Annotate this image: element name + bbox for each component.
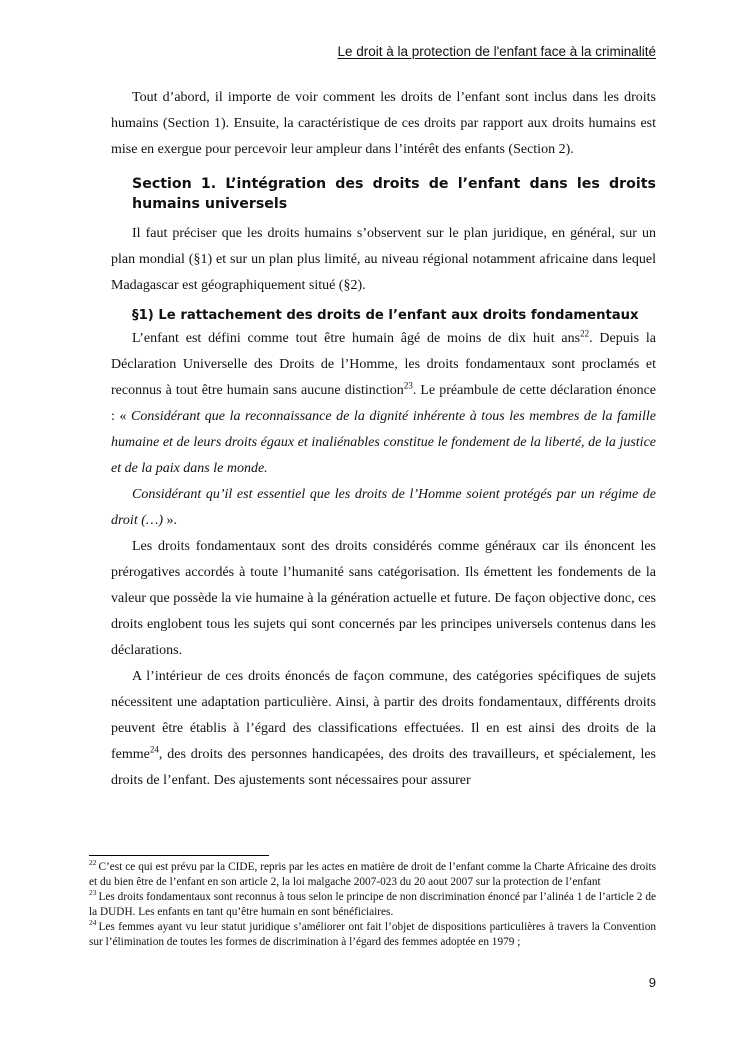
text-run: A l’intérieur de ces droits énoncés de façon commune, des catégories spécifiques de sujets nécessitent une adaptation particulière. Ainsi, à partir des droits fondamentaux, différents droits peuvent être établis à l’égard des classifications effectuées. Il en est ainsi des droits de la femme [111,669,656,762]
fundamental-rights-paragraph: Les droits fondamentaux sont des droits considérés comme généraux car ils énoncent les prérogatives accordés à toute l’humanité sans catégorisation. Ils émettent les fondements de la valeur que possède la vie humaine à la génération actuelle et future. De façon objective donc, ces droits englobent tous les sujets qui sont concernés par les principes universels contenus dans les déclarations. [111,539,656,658]
quote-paragraph [111,482,656,534]
quoted-text: Considérant qu’il est essentiel que les droits de l’Homme soient protégés par un régime de droit (…) [111,487,656,528]
footnote-number: 24 [89,918,97,928]
quoted-text: Considérant que la reconnaissance de la dignité inhérente à tous les membres de la famille humaine et de leurs droits égaux et inaliénables constitue le fondement de la liberté, de la justice et de la paix dans le monde. [111,409,657,476]
text-run: ». [162,513,177,528]
footnote-text: C’est ce qui est prévu par la CIDE, repris par les actes en matière de droit de l’enfant comme la Charte Africaine des droits et du bien être de l’enfant en son article 2, la loi malgache 2007-023 du 20 aout 2007 sur la protection de l’enfant [89,861,656,888]
footnotes [89,860,656,950]
footnote [89,890,656,920]
page-number: 9 [648,975,656,990]
body-text [111,85,656,794]
footnote [89,860,656,890]
running-header: Le droit à la protection de l'enfant face à la criminalité [337,44,656,59]
footnote-ref: 24 [149,744,159,755]
footnote-separator [89,855,269,856]
intro-paragraph: Tout d’abord, il importe de voir comment les droits de l’enfant sont inclus dans les droits humains (Section 1). Ensuite, la caractéristique de ces droits par rapport aux droits humains est mise en exergue pour percevoir leur ampleur dans l’intérêt des enfants (Section 2). [111,90,656,157]
text-run: . Le préambule de cette déclaration énonce : « [111,383,656,424]
footnote-ref: 22 [580,328,590,339]
footnote-text: Les femmes ayant vu leur statut juridique s’améliorer ont fait l’objet de dispositions particulières à travers la Convention sur l’élimination de toutes les formes de discrimination à l’égard des femmes adoptée en 1979 ; [89,921,656,948]
categories-paragraph [111,664,656,794]
text-run: , des droits des personnes handicapées, des droits des travailleurs, et spécialement, les droits de l’enfant. Des ajustements sont nécessaires pour assurer [111,747,656,788]
definition-paragraph [111,326,656,482]
section-intro-paragraph: Il faut préciser que les droits humains s’observent sur le plan juridique, en général, sur un plan mondial (§1) et sur un plan plus limité, au niveau régional notamment africaine dans lequel Madagascar est géographiquement situé (§2). [111,226,656,293]
text-run: L’enfant est défini comme tout être humain âgé de moins de dix huit ans [132,331,581,346]
footnote-ref: 23 [403,380,413,391]
text-run: . Depuis la Déclaration Universelle des Droits de l’Homme, les droits fondamentaux sont proclamés et reconnus à tout être humain sans aucune distinction [111,331,656,398]
subsection-heading: §1) Le rattachement des droits de l’enfant aux droits fondamentaux [132,308,639,323]
footnote-text: Les droits fondamentaux sont reconnus à tous selon le principe de non discrimination énoncé par l’alinéa 1 de l’article 2 de la DUDH. Les enfants en tant qu’être humain en sont bénéficiaires. [89,891,656,918]
footnote-number: 23 [89,888,97,898]
footnote-number: 22 [89,858,97,868]
section-heading: Section 1. L’intégration des droits de l’enfant dans les droits humains universels [132,176,656,212]
footnote [89,920,656,950]
